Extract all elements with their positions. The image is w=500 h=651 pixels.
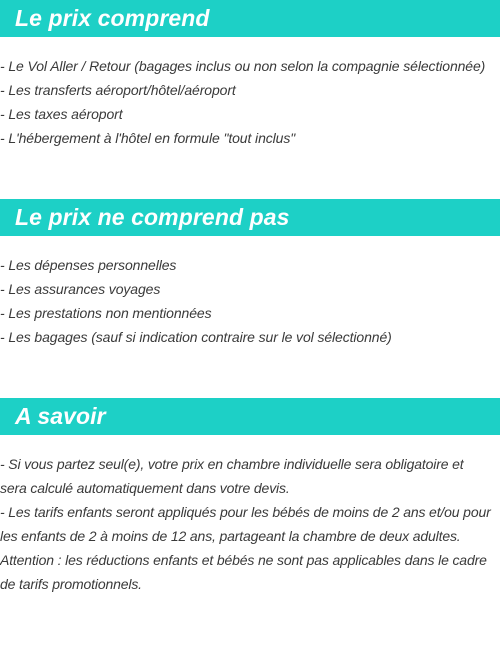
- list-item: - Les prestations non mentionnées: [0, 305, 212, 321]
- banner-info: [0, 398, 500, 435]
- section-title: Le prix comprend: [15, 5, 210, 31]
- list-item: - Les bagages (sauf si indication contraire sur le vol sélectionné): [0, 329, 392, 345]
- section-title: A savoir: [15, 403, 106, 429]
- info-line: les enfants de 2 à moins de 12 ans, partageant la chambre de deux adultes.: [0, 528, 461, 544]
- banner-excluded: [0, 199, 500, 236]
- section-info: [0, 398, 500, 596]
- excluded-list: [0, 253, 500, 349]
- section-included: [0, 0, 500, 150]
- info-line: - Si vous partez seul(e), votre prix en chambre individuelle sera obligatoire et: [0, 456, 464, 472]
- list-item: - Les assurances voyages: [0, 281, 161, 297]
- list-item: - Le Vol Aller / Retour (bagages inclus ou non selon la compagnie sélectionnée): [0, 58, 486, 74]
- section-title: Le prix ne comprend pas: [15, 204, 290, 230]
- included-list: [0, 54, 500, 150]
- banner-included: [0, 0, 500, 37]
- list-item: - Les dépenses personnelles: [0, 257, 177, 273]
- list-item: - Les transferts aéroport/hôtel/aéroport: [0, 82, 236, 98]
- info-line: de tarifs promotionnels.: [0, 576, 142, 592]
- section-excluded: [0, 199, 500, 349]
- info-line: - Les tarifs enfants seront appliqués pour les bébés de moins de 2 ans et/ou pour: [0, 504, 491, 520]
- list-item: - L'hébergement à l'hôtel en formule "tout inclus": [0, 130, 296, 146]
- info-paragraph: [0, 452, 500, 596]
- info-line: Attention : les réductions enfants et bébés ne sont pas applicables dans le cadre: [0, 552, 487, 568]
- info-line: sera calculé automatiquement dans votre devis.: [0, 480, 290, 496]
- list-item: - Les taxes aéroport: [0, 106, 123, 122]
